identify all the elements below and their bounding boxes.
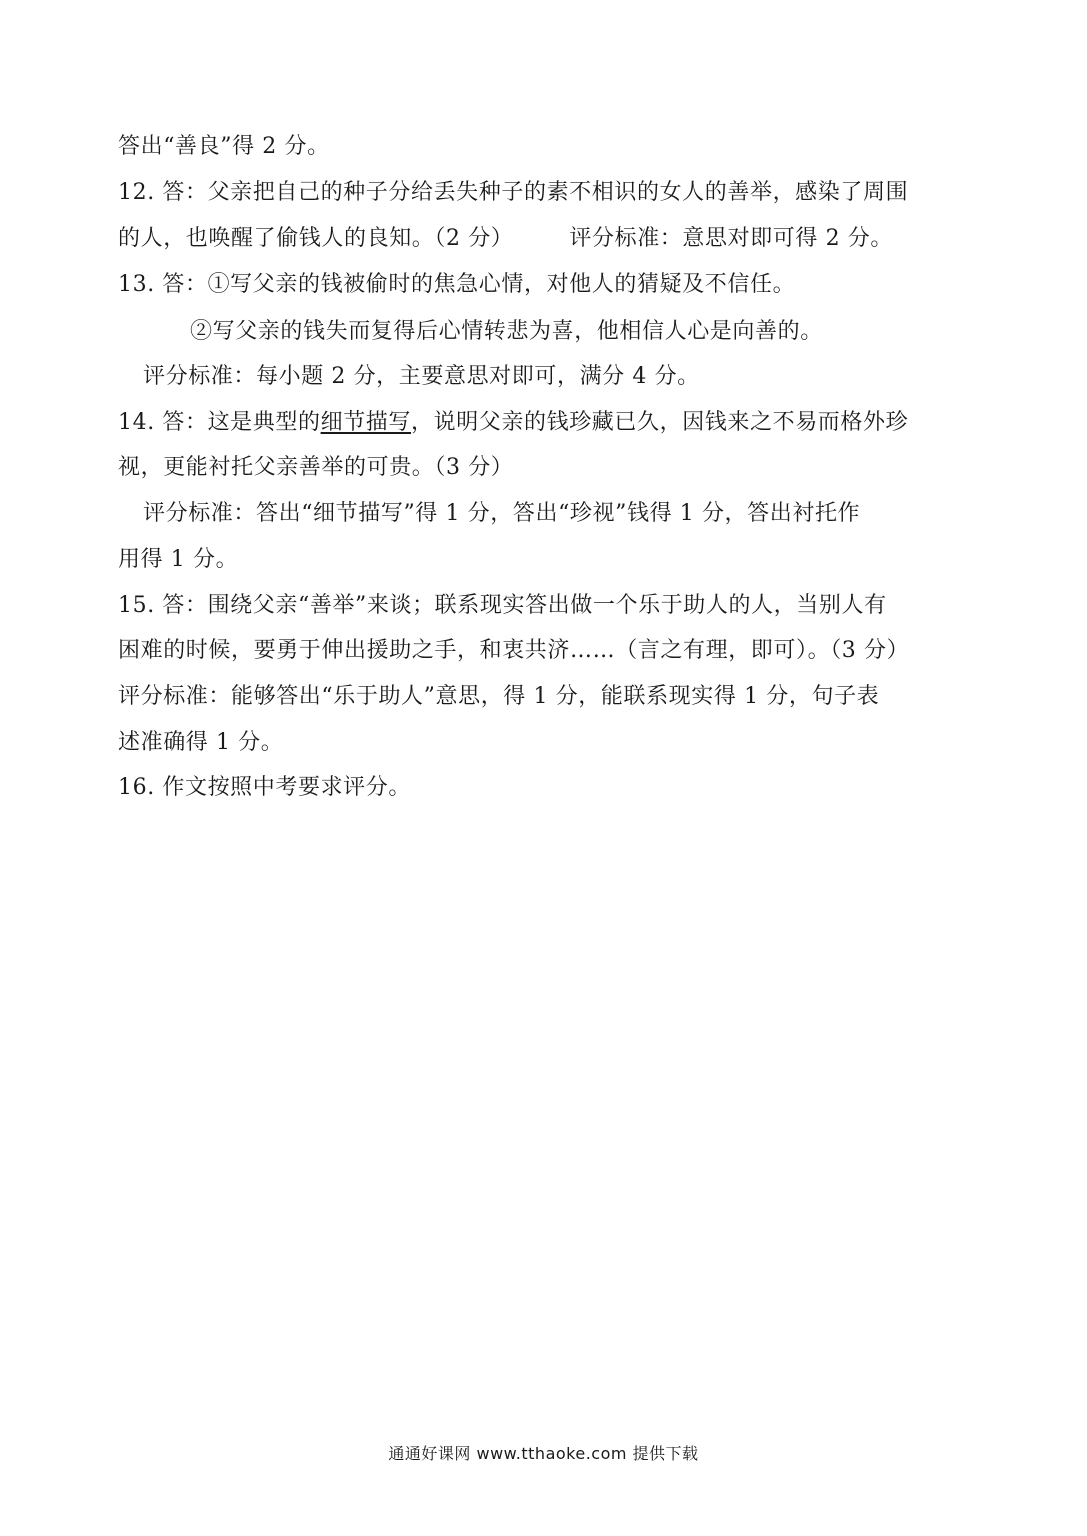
answer-16: 16. 作文按照中考要求评分。: [118, 775, 411, 800]
answer-15-scoring-line-1: 评分标准：能够答出“乐于助人”意思，得 1 分，能联系现实得 1 分，句子表: [118, 684, 880, 709]
answer-12-scoring: 评分标准：意思对即可得 2 分。: [569, 226, 893, 251]
answer-15-line-2: 困难的时候，要勇于伸出援助之手，和衷共济……（言之有理，即可）。（3 分）: [118, 638, 910, 663]
answer-12-line-1: 12. 答：父亲把自己的种子分给丢失种子的素不相识的女人的善举，感染了周围: [118, 180, 909, 205]
answer-14-line-2: 视，更能衬托父亲善举的可贵。（3 分）: [118, 455, 514, 480]
answer-14-scoring-line-1: 评分标准：答出“细节描写”得 1 分，答出“珍视”钱得 1 分，答出衬托作: [143, 501, 861, 526]
answer-15-scoring-line-2: 述准确得 1 分。: [118, 730, 284, 755]
answer-15-line-1: 15. 答：围绕父亲“善举”来谈；联系现实答出做一个乐于助人的人，当别人有: [118, 593, 887, 618]
answer-14-lead: 14. 答：这是典型的: [118, 410, 321, 435]
answer-12-line-2: [118, 224, 893, 254]
answer-14-rest: ，说明父亲的钱珍藏已久，因钱来之不易而格外珍: [411, 410, 909, 435]
answer-13-item-2: ②写父亲的钱失而复得后心情转悲为喜，他相信人心是向善的。: [190, 319, 823, 344]
footer-credit: 通通好课网 www.tthaoke.com 提供下载: [388, 1444, 699, 1463]
answer-11-tail: 答出“善良”得 2 分。: [118, 134, 330, 159]
answer-13-scoring: 评分标准：每小题 2 分，主要意思对即可，满分 4 分。: [143, 364, 700, 389]
answer-14-scoring-line-2: 用得 1 分。: [118, 547, 239, 572]
answer-14-underlined-term: 细节描写: [320, 410, 411, 435]
answer-12-text: 的人，也唤醒了偷钱人的良知。（2 分）: [118, 226, 514, 251]
answer-13-item-1: 13. 答：①写父亲的钱被偷时的焦急心情，对他人的猜疑及不信任。: [118, 272, 796, 297]
answer-14-line-1: [118, 408, 908, 438]
